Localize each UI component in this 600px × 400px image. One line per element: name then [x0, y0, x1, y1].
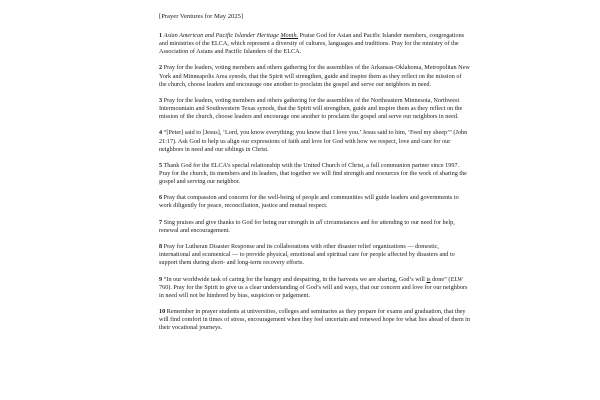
entry-number: 3 [159, 96, 163, 104]
entry-number: 9 [159, 275, 163, 283]
entry-text-continued: 760). Pray for the Spirit to give us a clear understanding of God’s will and ways, that our concern and love for our neighbors in need will not be hindered by bias, suspicion or judgement. [159, 283, 468, 299]
prayer-entry-7 [159, 219, 470, 235]
entry-number: 10 [159, 308, 166, 316]
entry-text: Sing praises and give thanks to God for being our strength in [163, 218, 316, 226]
entry-number: 7 [159, 218, 163, 226]
entry-text-middle: done” ( [430, 275, 451, 283]
prayer-entry-8 [159, 243, 470, 267]
entry-italic-word: ELW [450, 275, 463, 283]
entry-underlined-word: is [426, 275, 431, 283]
entry-number: 6 [159, 194, 163, 202]
entry-text: Pray for Lutheran Disaster Response and its collaborations with other disaster relief organizations — domestic, international and ecumenical — to provide physical, emotional and spiritual care for people affected by disasters and to support them during short- and long-term recovery efforts. [159, 243, 455, 267]
prayer-entry-2 [159, 64, 470, 88]
entry-underlined-lead: Month. [280, 32, 299, 39]
document-title: [Prayer Ventures for May 2025] [159, 13, 244, 20]
entry-text: “In our worldwide task of caring for the hungry and despairing, in the harvests we are sharing, God’s will [163, 275, 427, 283]
entry-number: 8 [159, 243, 163, 251]
entry-italic-lead: Asian American and Pacific Islander Heritage [163, 32, 279, 39]
prayer-entry-5 [159, 162, 470, 186]
entry-text: Pray that compassion and concern for the well-being of people and communities will guide leaders and governments to work diligently for peace, reconciliation, justice and mutual respect. [159, 194, 459, 210]
prayer-entry-6 [159, 194, 470, 210]
prayer-entry-3 [159, 97, 470, 121]
entry-text: “[Peter] said to [Jesus], ‘Lord, you know everything; you know that I love you.’ Jesus said to him, ‘Feed my sheep’” (John 21:17). Ask God to help us align our expressions of faith and love for God with how we respect, love and care for our neighbors in need and our siblings in Christ. [159, 129, 468, 153]
entry-text: Remember in prayer students at universities, colleges and seminaries as they prepare for exams and graduation, that they will find comfort in times of stress, encouragement when they feel uncertain and renewed hope for what lies ahead of them in their vocational journeys. [159, 308, 470, 332]
entry-text: Thank God for the ELCA’s special relationship with the United Church of Christ, a full communion partner since 1997. Pray for the church, its members and its leaders, that together we will find strength and resources for the work of sharing the gospel and serving our neighbor. [159, 161, 467, 186]
entry-text-continued: circumstances and for attending to our need for help, renewal and encouragement. [159, 218, 455, 234]
prayer-entry-1 [159, 32, 470, 56]
entry-text: Praise God for Asian and Pacific Islander members, congregations and ministries of the ELCA, which represent a diversity of cultures, languages and traditions. Pray for the ministry of the Association of Asians and Pacific Islanders of the ELCA. [159, 32, 465, 56]
prayer-entry-4 [159, 129, 470, 153]
prayer-entry-9 [159, 276, 470, 300]
entry-number: 2 [159, 64, 163, 72]
entry-italic-word: all [315, 218, 323, 226]
entry-text: Pray for the leaders, voting members and others gathering for the assemblies of the Arkansas-Oklahoma, Metropolitan New York and Minneapolis Area synods, that the Spirit will strengthen, guide and inspire them as they reflect on the mission of the church, choose leaders and encourage one another to proclaim the gospel and serve our neighbors in need. [159, 64, 470, 88]
entry-number: 1 [159, 32, 163, 39]
entry-text: Pray for the leaders, voting members and others gathering for the assemblies of the Northeastern Minnesota, Northwest Intermountain and Southwestern Texas synods, that the Spirit will strengthen, guide and inspire them as they reflect on the mission of the church, choose leaders and encourage one another to proclaim the gospel and serve our neighbors in need. [159, 96, 463, 121]
prayer-entry-10 [159, 308, 470, 332]
entry-number: 5 [159, 161, 163, 169]
entry-number: 4 [159, 129, 163, 137]
